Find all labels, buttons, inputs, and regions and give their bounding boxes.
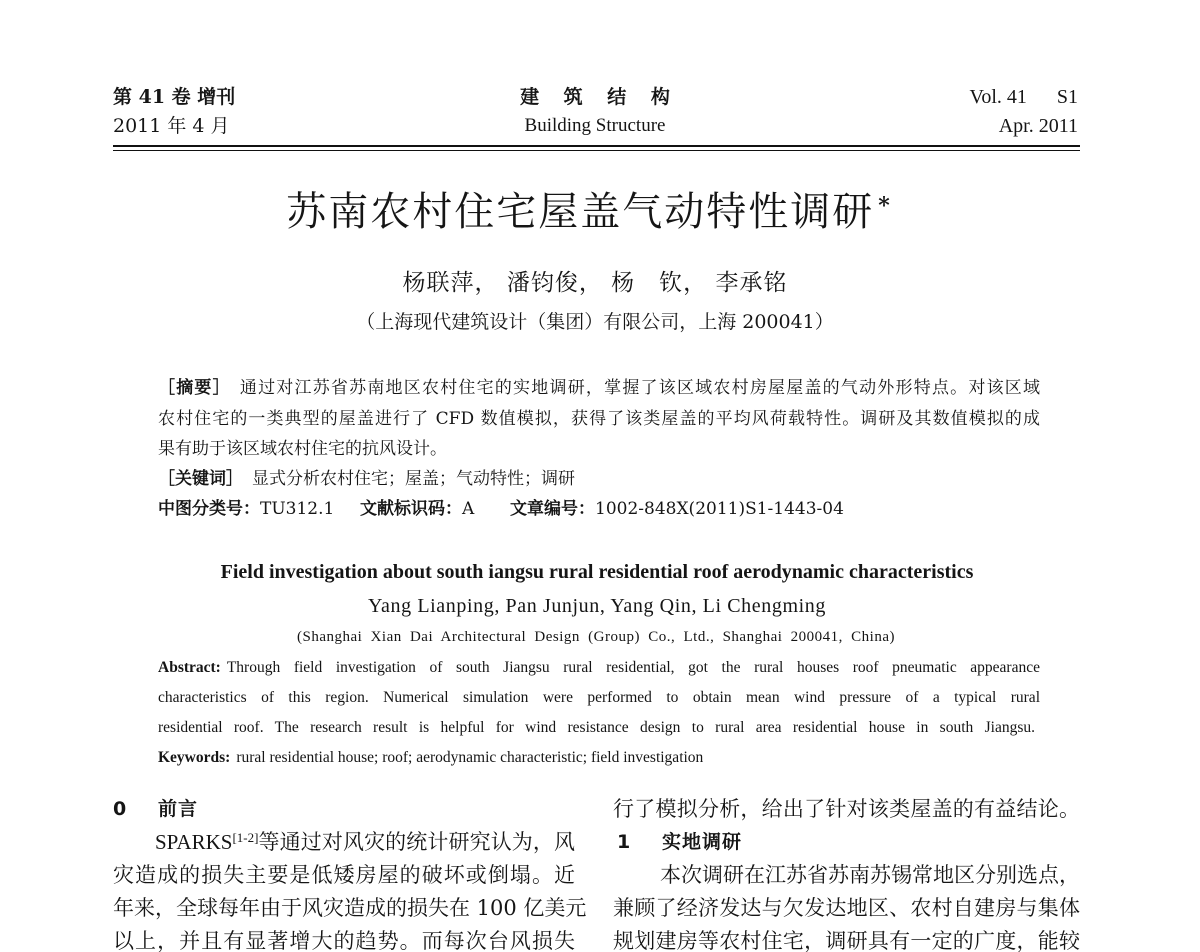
title-footnote-mark: * — [878, 193, 892, 219]
affiliation-en: (Shanghai Xian Dai Architectural Design (Group) Co., Ltd., Shanghai 200041, China) — [297, 629, 895, 645]
body-line: 规划建房等农村住宅，调研具有一定的广度，能较 — [613, 929, 1080, 952]
authors-cn: 杨联萍， 潘钧俊， 杨 钦， 李承铭 — [402, 270, 788, 296]
document-code-value: A — [462, 499, 475, 519]
citation-ref: [1-2] — [232, 830, 259, 845]
abstract-en-line: residential roof. The research result is helpful for wind resistance design to rural area residential house in south Jiangsu. — [158, 719, 1035, 736]
paper-title-cn — [0, 188, 1178, 236]
article-number-value: 1002-848X(2011)S1-1443-04 — [595, 499, 844, 519]
authors-en: Yang Lianping, Pan Junjun, Yang Qin, Li Chengming — [368, 595, 826, 617]
volume-number: Vol. 41 — [969, 86, 1027, 108]
article-number-label: 文章编号： — [510, 499, 595, 519]
keywords-en-text: rural residential house; roof; aerodynamic characteristic; field investigation — [236, 749, 704, 766]
abstract-en-line — [158, 657, 1040, 679]
section-1-title: 实地调研 — [662, 831, 743, 853]
volume-info — [969, 85, 1078, 109]
journal-name-en: Building Structure — [524, 115, 666, 136]
body-line: 以上，并且有显著增大的趋势。而每次台风损失 — [113, 929, 575, 952]
header-rule-thin — [113, 150, 1080, 151]
clc-label: 中图分类号： — [158, 499, 260, 519]
title-text: 苏南农村住宅屋盖气动特性调研 — [286, 189, 875, 235]
abstract-cn-text: 通过对江苏省苏南地区农村住宅的实地调研，掌握了该区域农村房屋屋盖的气动外形特点。对该区域 — [239, 378, 1041, 398]
section-1-number: 1 — [617, 831, 631, 853]
section-0-number: 0 — [113, 798, 127, 820]
keywords-cn-label: ［关键词］ — [158, 469, 243, 489]
supplement-number: S1 — [1056, 86, 1078, 108]
body-line: 行了模拟分析，给出了针对该类屋盖的有益结论。 — [613, 797, 1080, 821]
abstract-cn-label: ［摘要］ — [158, 378, 231, 398]
paper-title-en: Field investigation about south iangsu rural residential roof aerodynamic characteristics — [220, 561, 974, 583]
body-text: 等通过对风灾的统计研究认为，风 — [258, 830, 575, 854]
keywords-cn — [158, 468, 1040, 490]
body-line: 年来，全球每年由于风灾造成的损失在 100 亿美元 — [113, 896, 587, 920]
keywords-en — [158, 747, 1040, 769]
abstract-en-line: characteristics of this region. Numerical simulation were performed to obtain mean wind pressure of a typical rural — [158, 689, 1040, 706]
abstract-cn-line — [158, 377, 1040, 399]
abstract-cn-line: 农村住宅的一类典型的屋盖进行了 CFD 数值模拟，获得了该类屋盖的平均风荷载特性。调研及其数值模拟的成 — [158, 409, 1040, 429]
body-line: 灾造成的损失主要是低矮房屋的破坏或倒塌。近 — [113, 863, 575, 887]
publication-date-en: Apr. 2011 — [998, 115, 1078, 137]
article-number — [510, 498, 844, 520]
document-code-label: 文献标识码： — [360, 499, 462, 519]
body-line: 兼顾了经济发达与欠发达地区、农村自建房与集体 — [613, 896, 1080, 920]
document-code — [360, 498, 510, 520]
keywords-en-label: Keywords: — [158, 749, 231, 766]
publication-date-cn: 2011 年 4 月 — [113, 115, 230, 137]
keywords-cn-text: 显式分析农村住宅；屋盖；气动特性；调研 — [252, 469, 575, 489]
affiliation-cn: （上海现代建筑设计（集团）有限公司，上海 200041） — [356, 311, 834, 333]
clc-value: TU312.1 — [260, 499, 335, 519]
header-rule-thick — [113, 145, 1080, 147]
classification-row — [158, 498, 1040, 520]
body-line — [155, 831, 575, 853]
abstract-en-label: Abstract: — [158, 659, 221, 676]
journal-name-cn: 建 筑 结 构 — [520, 86, 679, 108]
body-line: 本次调研在江苏省苏南苏锡常地区分别选点， — [660, 863, 1080, 887]
cited-author: SPARKS — [155, 830, 233, 854]
abstract-en-text: Through field investigation of south Jiangsu rural residential, got the rural houses roof pneumatic appearance — [226, 659, 1040, 676]
journal-issue: 第 41 卷 增刊 — [113, 86, 236, 108]
section-0-title: 前言 — [158, 798, 199, 820]
clc-number — [158, 498, 360, 520]
abstract-cn-line: 果有助于该区域农村住宅的抗风设计。 — [158, 439, 447, 459]
